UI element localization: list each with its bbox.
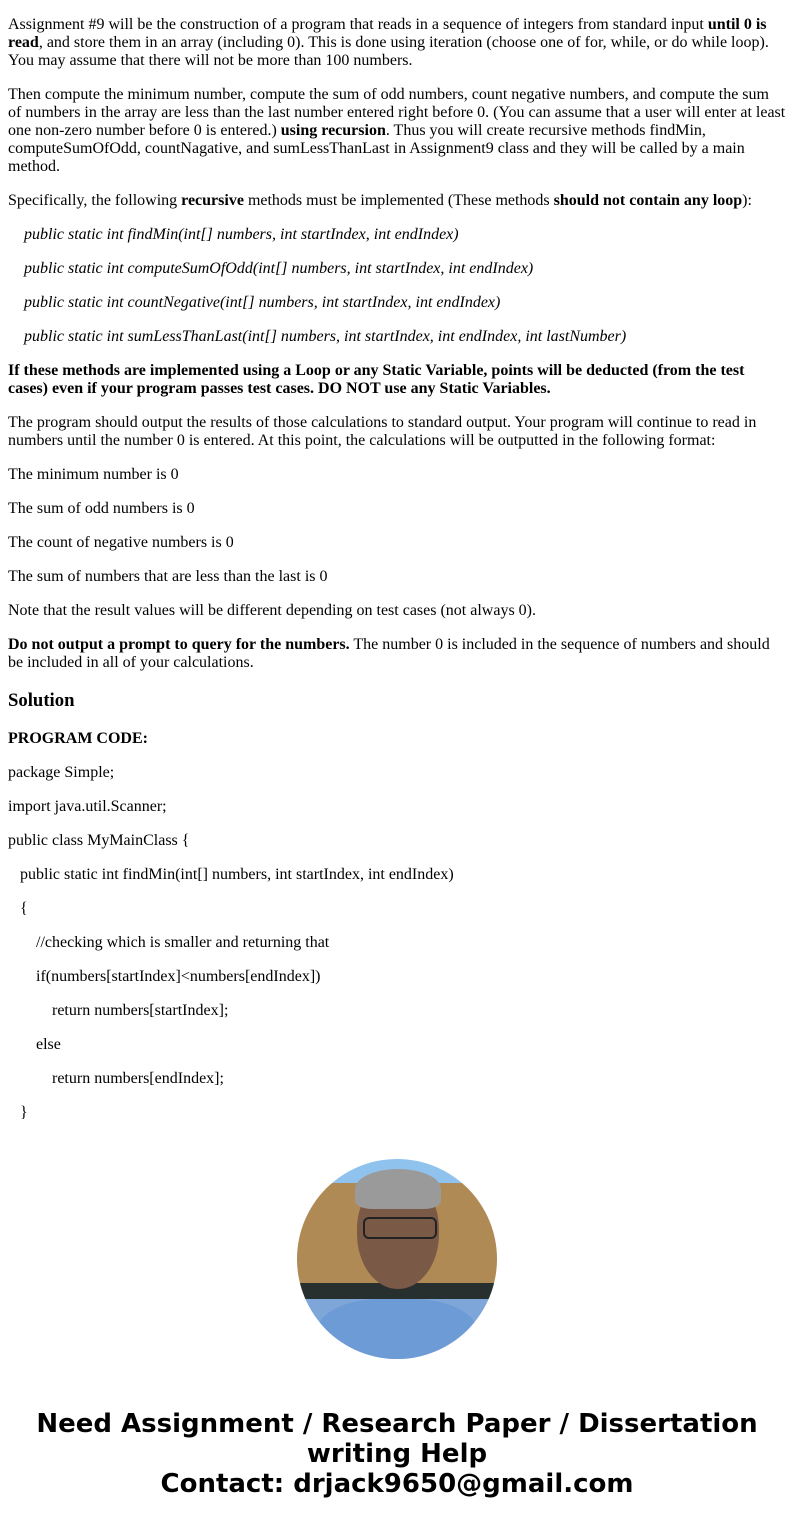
bold-text: recursive [181,192,244,209]
output-line: The sum of numbers that are less than the last is 0 [8,568,328,585]
code-line: if(numbers[startIndex]<numbers[endIndex]) [36,968,321,985]
code-line: //checking which is smaller and returning that [36,934,330,951]
bold-text: using recursion [280,122,386,139]
intro-paragraph-2 [8,86,786,176]
note: Note that the result values will be different depending on test cases (not always 0). [8,602,536,619]
method-signature: public static int findMin(int[] numbers, int startIndex, int endIndex) [24,226,459,243]
shirt [317,1299,477,1359]
text: , and store them in an array (including 0). This is done using iteration (choose one of for, while, or do while loop). You may assume that there will not be more than 100 numbers. [8,34,769,69]
text: The number 0 is included in the sequence of numbers and should be included in all of your calculations. [8,636,770,671]
text: Specifically, the following [8,192,182,209]
bold-text: should not contain any loop [553,192,743,209]
solution-heading: Solution [8,690,75,711]
code-line: package Simple; [8,764,115,781]
footer-contact: Contact: drjack9650@gmail.com [160,1469,634,1499]
code-line: return numbers[endIndex]; [52,1070,224,1087]
footer-headline: Need Assignment / Research Paper / Dissertation writing Help [36,1409,758,1469]
program-code-label [8,730,786,748]
warning-text: If these methods are implemented using a Loop or any Static Variable, points will be deducted (from the test cases) even if your program passes test cases. DO NOT use any Static Variables. [8,362,745,397]
prompt-note [8,636,786,672]
text: Then compute the minimum number, compute the sum of odd numbers, count negative numbers, and compute the sum of numbers in the array are less than the last number entered right before 0. (You can assume that a user will enter at least one non-zero number before 0 is entered.) [8,86,786,139]
method-signature: public static int computeSumOfOdd(int[] numbers, int startIndex, int endIndex) [24,260,534,277]
output-line: The sum of odd numbers is 0 [8,500,195,517]
method-signature: public static int sumLessThanLast(int[] numbers, int startIndex, int endIndex, int lastNumber) [24,328,627,345]
contact-footer [8,1409,786,1499]
author-photo [297,1159,497,1359]
label: PROGRAM CODE: [8,730,148,747]
code-line: { [20,900,28,917]
glasses-icon [363,1217,437,1239]
intro-paragraph-3 [8,192,786,210]
code-line: else [36,1036,61,1053]
code-line: public static int findMin(int[] numbers, int startIndex, int endIndex) [20,866,454,883]
method-signature: public static int countNegative(int[] numbers, int startIndex, int endIndex) [24,294,501,311]
code-line: public class MyMainClass { [8,832,190,849]
bold-text: until 0 is read [8,16,767,51]
intro-paragraph-1 [8,16,786,70]
code-line: } [20,1104,28,1121]
text: methods must be implemented (These methods [243,192,554,209]
code-line: return numbers[startIndex]; [52,1002,229,1019]
output-line: The minimum number is 0 [8,466,179,483]
hair [355,1169,441,1209]
bold-text: Do not output a prompt to query for the numbers. [8,636,350,653]
code-line: import java.util.Scanner; [8,798,167,815]
text: Assignment #9 will be the construction of a program that reads in a sequence of integers from standard input [8,16,708,33]
warning [8,362,786,398]
text: . Thus you will create recursive methods findMin, computeSumOfOdd, countNagative, and sumLessThanLast in Assignment9 class and they will be called by a main method. [8,122,745,175]
output-description: The program should output the results of those calculations to standard output. Your program will continue to read in numbers until the number 0 is entered. At this point, the calculations will be outputted in the following format: [8,414,757,449]
output-line: The count of negative numbers is 0 [8,534,234,551]
text: ): [742,192,752,209]
